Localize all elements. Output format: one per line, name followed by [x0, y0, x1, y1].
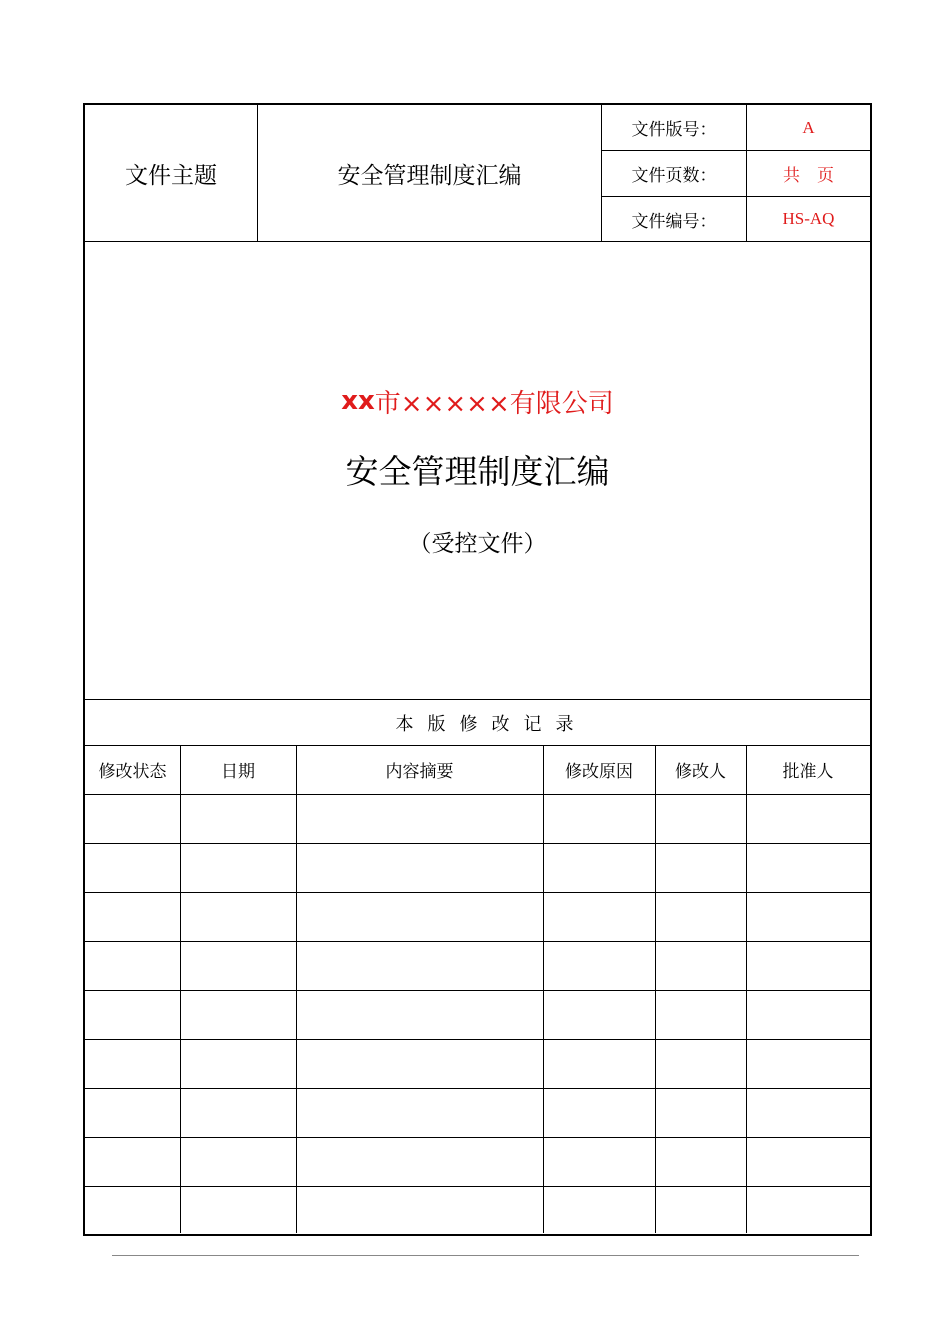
table-row	[85, 941, 870, 990]
version-label: 文件版号：	[631, 120, 717, 140]
table-cell	[296, 794, 543, 843]
table-cell	[543, 892, 655, 941]
table-cell	[85, 794, 180, 843]
table-cell	[655, 794, 746, 843]
table-cell	[655, 1088, 746, 1137]
version-value: A	[802, 117, 815, 137]
table-cell	[85, 1039, 180, 1088]
document-subtitle: （受控文件）	[408, 530, 547, 557]
table-cell	[543, 1039, 655, 1088]
number-value: HS-AQ	[782, 209, 835, 228]
table-cell	[543, 941, 655, 990]
table-cell	[296, 843, 543, 892]
table-cell	[655, 892, 746, 941]
table-row	[85, 892, 870, 941]
table-cell	[746, 1137, 870, 1186]
table-cell	[180, 1039, 296, 1088]
table-cell	[180, 1186, 296, 1235]
subject-value: 安全管理制度汇编	[337, 162, 522, 189]
table-cell	[296, 1186, 543, 1235]
table-cell	[85, 990, 180, 1039]
table-cell	[543, 794, 655, 843]
column-header: 批准人	[782, 762, 834, 782]
table-cell	[296, 1088, 543, 1137]
table-cell	[655, 990, 746, 1039]
company-name	[85, 381, 870, 421]
table-cell	[746, 1186, 870, 1235]
table-cell	[180, 843, 296, 892]
table-cell	[85, 1186, 180, 1235]
table-row	[85, 843, 870, 892]
table-cell	[543, 1137, 655, 1186]
column-header: 日期	[221, 762, 255, 782]
company-prefix: xx	[341, 386, 375, 416]
footer-divider	[112, 1255, 859, 1256]
table-cell	[296, 1137, 543, 1186]
table-cell	[746, 794, 870, 843]
divider	[85, 241, 870, 242]
table-cell	[543, 1088, 655, 1137]
table-cell	[746, 843, 870, 892]
table-cell	[296, 990, 543, 1039]
column-header: 内容摘要	[385, 762, 454, 782]
table-cell	[655, 843, 746, 892]
column-header: 修改人	[675, 762, 726, 782]
subject-label: 文件主题	[125, 162, 217, 189]
table-cell	[85, 843, 180, 892]
table-cell	[655, 941, 746, 990]
table-row	[85, 1186, 870, 1235]
table-cell	[85, 1088, 180, 1137]
table-cell	[180, 990, 296, 1039]
table-cell	[85, 892, 180, 941]
table-row	[85, 1088, 870, 1137]
table-cell	[85, 1137, 180, 1186]
table-row	[85, 794, 870, 843]
table-cell	[296, 1039, 543, 1088]
table-cell	[655, 1137, 746, 1186]
pages-label: 文件页数：	[631, 166, 717, 186]
table-cell	[746, 892, 870, 941]
document-title: 安全管理制度汇编	[345, 451, 610, 491]
table-cell	[180, 1137, 296, 1186]
table-row	[85, 990, 870, 1039]
table-cell	[746, 1039, 870, 1088]
document-frame	[83, 103, 872, 1236]
table-cell	[543, 843, 655, 892]
column-header: 修改原因	[565, 762, 633, 782]
table-cell	[296, 941, 543, 990]
table-cell	[180, 794, 296, 843]
table-cell	[746, 1088, 870, 1137]
table-row	[85, 1039, 870, 1088]
table-cell	[180, 941, 296, 990]
revision-record-title: 本版修改记录	[395, 713, 588, 735]
table-cell	[655, 1039, 746, 1088]
table-cell	[296, 892, 543, 941]
company-rest: 市×××××有限公司	[374, 388, 614, 419]
table-cell	[655, 1186, 746, 1235]
table-cell	[543, 990, 655, 1039]
table-row	[85, 1137, 870, 1186]
number-label: 文件编号：	[631, 211, 717, 232]
table-cell	[180, 892, 296, 941]
table-cell	[180, 1088, 296, 1137]
pages-value: 共 页	[783, 166, 834, 185]
table-cell	[746, 990, 870, 1039]
table-cell	[85, 941, 180, 990]
table-cell	[543, 1186, 655, 1235]
table-cell	[746, 941, 870, 990]
revision-table	[85, 745, 870, 1234]
column-header: 修改状态	[98, 762, 167, 782]
